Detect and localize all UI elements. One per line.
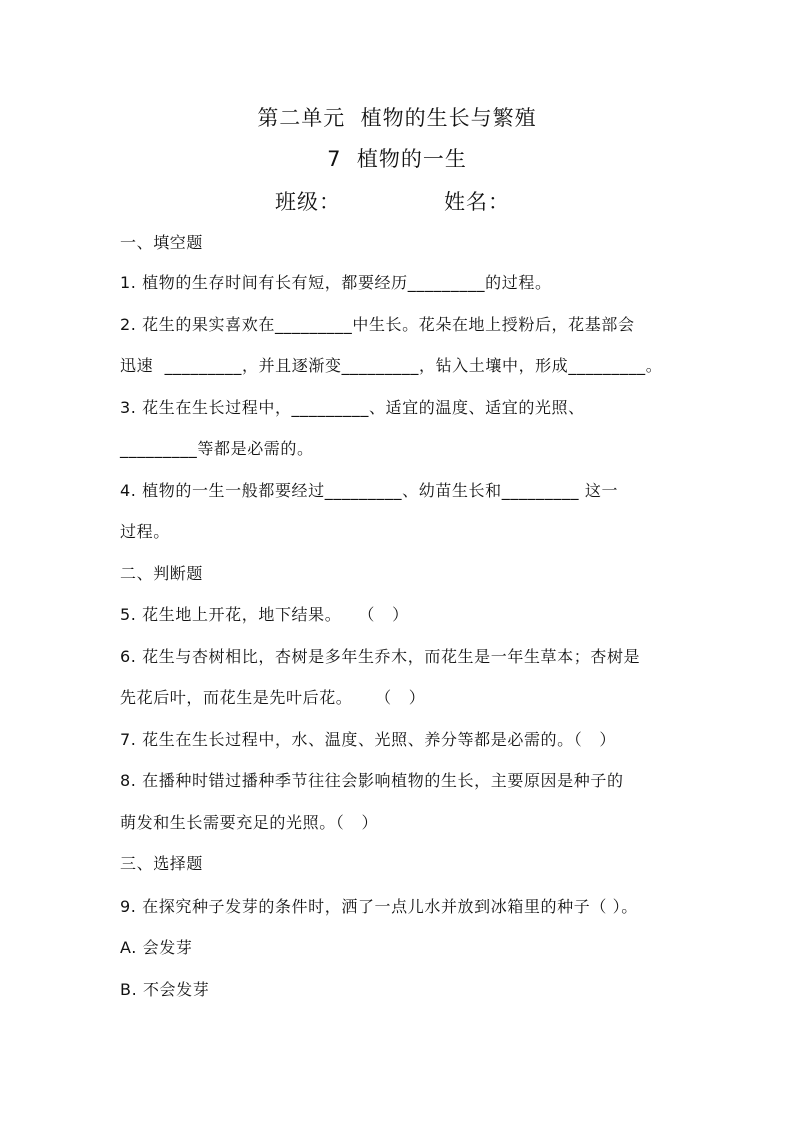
question-7: 7. 花生在生长过程中，水、温度、光照、养分等都是必需的。（ ） (120, 730, 617, 749)
class-label: 班级： (275, 190, 341, 214)
question-8-line-1: 8. 在播种时错过播种季节往往会影响植物的生长，主要原因是种子的 (120, 771, 624, 790)
question-9-option-b: B. 不会发芽 (120, 980, 210, 999)
question-2-line-1: 2. 花生的果实喜欢在_________中生长。花朵在地上授粉后，花基部会 (120, 315, 635, 334)
question-4-line-1: 4. 植物的一生一般都要经过_________、幼苗生长和_________ 这一 (120, 481, 619, 500)
unit-title: 第二单元 植物的生长与繁殖 (257, 106, 537, 130)
question-6-line-1: 6. 花生与杏树相比，杏树是多年生乔木，而花生是一年生草本；杏树是 (120, 647, 641, 666)
question-9-option-a: A. 会发芽 (120, 938, 193, 957)
section-heading-fill-blank: 一、填空题 (120, 233, 204, 252)
section-heading-choice: 三、选择题 (120, 854, 204, 873)
section-heading-judge: 二、判断题 (120, 564, 204, 583)
question-2-line-2: 迅速 _________，并且逐渐变_________，钻入土壤中，形成_________。 (120, 356, 663, 375)
question-3-line-1: 3. 花生在生长过程中，_________、适宜的温度、适宜的光照、 (120, 398, 585, 417)
question-4-line-2: 过程。 (120, 522, 170, 541)
question-1: 1. 植物的生存时间有长有短，都要经历_________的过程。 (120, 273, 552, 292)
question-3-line-2: _________等都是必需的。 (120, 439, 314, 458)
question-9: 9. 在探究种子发芽的条件时，洒了一点儿水并放到冰箱里的种子（ ）。 (120, 897, 638, 916)
name-label: 姓名： (444, 190, 510, 214)
question-5: 5. 花生地上开花，地下结果。 （ ） (120, 605, 409, 624)
question-6-line-2: 先花后叶，而花生是先叶后花。 （ ） (120, 688, 426, 707)
lesson-title: 7 植物的一生 (327, 147, 467, 171)
question-8-line-2: 萌发和生长需要充足的光照。（ ） (120, 813, 379, 832)
